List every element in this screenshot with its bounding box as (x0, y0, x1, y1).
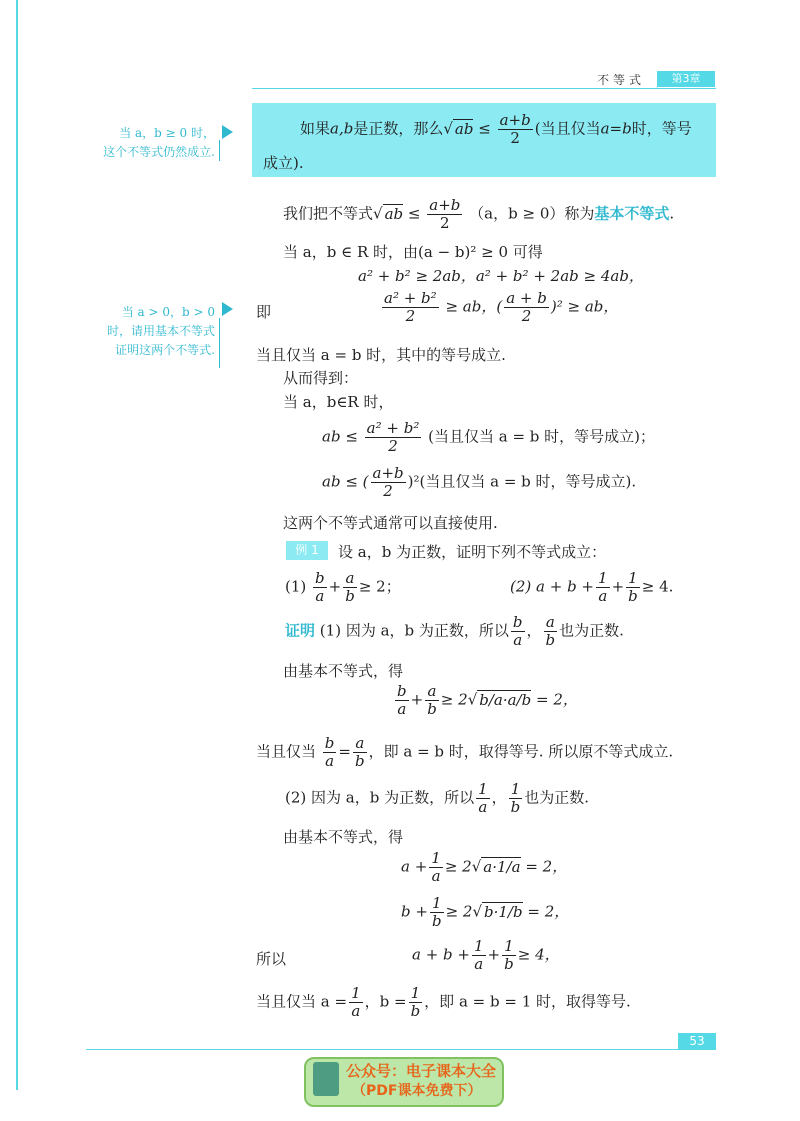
text: 如果 (300, 119, 331, 138)
example-part-2 (510, 570, 673, 605)
fraction (395, 683, 409, 718)
example-text: 设 a，b 为正数，证明下列不等式成立： (338, 543, 607, 561)
sqrt: b/a·a/b (479, 690, 532, 709)
text: ，即 a = b = 1 时，取得等号. (424, 992, 631, 1011)
text: 也为正数. (524, 788, 590, 807)
proof-formula-1: $\frac{b}{a}$ + $\frac{a}{b}$ ≥ 2√ b/a·a/b = 2， (397, 682, 578, 718)
fraction (430, 895, 444, 930)
text: (2) 因为 a，b 为正数，所以 (285, 788, 475, 807)
text: ≥ 4， (517, 945, 560, 964)
fraction (371, 465, 406, 500)
note-line: 当 a，b ≥ 0 时， (119, 126, 215, 140)
page-border-left (16, 0, 18, 1090)
sqrt: ab (384, 204, 404, 223)
fraction (544, 614, 558, 649)
proof-equality-1 (256, 735, 673, 770)
den: a (431, 867, 441, 885)
num: 1 (509, 781, 523, 799)
den: b (410, 1002, 421, 1020)
proof-formula-sum (412, 938, 560, 973)
text: ≥ 2 (444, 857, 472, 876)
num: 1 (351, 984, 361, 1002)
num: 1 (626, 570, 640, 588)
fraction (409, 985, 423, 1020)
para-equality: 当且仅当 a = b 时，其中的等号成立. (256, 346, 506, 364)
text: ≥ 2 (445, 902, 473, 921)
den: a (598, 587, 608, 605)
text: (当且仅当 a = b 时，等号成立)； (428, 427, 656, 446)
den: a (351, 1002, 361, 1020)
text: a + (401, 857, 428, 876)
note-line: 证明这两个不等式. (115, 343, 215, 357)
margin-note-1 (70, 124, 215, 162)
den: 2 (388, 437, 398, 455)
word-ji: 即 (256, 303, 272, 321)
page-number: 53 (678, 1033, 716, 1050)
text: + (611, 577, 625, 596)
text: ≥ 2； (358, 577, 401, 596)
fraction (472, 938, 486, 973)
formula-squares: a² + b² ≥ 2ab，a² + b² + 2ab ≥ 4ab， (358, 267, 644, 285)
den: 2 (383, 482, 393, 500)
text: ，即 a = b 时，取得等号. 所以原不等式成立. (368, 742, 674, 761)
text: ， (526, 621, 542, 640)
num: a² + b² (384, 289, 437, 307)
num: 1 (474, 937, 484, 955)
text: + (487, 945, 501, 964)
triangle-marker-icon (222, 125, 233, 139)
fraction (382, 290, 439, 325)
num: b (324, 734, 335, 752)
text: (1) 因为 a，b 为正数，所以 (319, 621, 509, 640)
den: 2 (440, 214, 450, 232)
text: )²(当且仅当 a = b 时，等号成立). (407, 472, 637, 491)
text: = (338, 742, 351, 761)
den: a (397, 700, 407, 718)
text: 我们把不等式 (283, 204, 374, 223)
num: b (315, 569, 325, 587)
para-thus: 从而得到： (283, 369, 359, 387)
fraction (502, 938, 516, 973)
text: + (328, 577, 342, 596)
num: 1 (478, 780, 488, 798)
den: b (354, 752, 365, 770)
proof-formula-b: b + $\frac{1}{b}$ ≥ 2√ b·1/b = 2， (401, 894, 570, 930)
fraction (353, 735, 367, 770)
text: = 2， (525, 857, 568, 876)
den: b (510, 798, 521, 816)
text: b + (401, 902, 428, 921)
den: b (545, 631, 556, 649)
watermark-line-2: （PDF课本免费下） (352, 1083, 482, 1099)
den: b (628, 587, 638, 605)
fraction (498, 112, 533, 147)
text: ≥ 4. (641, 577, 674, 596)
num: a² + b² (366, 419, 420, 437)
text: (当且仅当 (534, 119, 601, 138)
para-given: 当 a，b ∈ R 时，由(a − b)² ≥ 0 可得 (283, 243, 543, 261)
proof-formula-a: a + $\frac{1}{a}$ ≥ 2√ a·1/a = 2， (401, 849, 568, 885)
num: a+b (372, 464, 404, 482)
proof-basic-2: 由基本不等式，得 (283, 828, 404, 846)
num: a+b (429, 196, 461, 214)
den: a (474, 955, 484, 973)
num: a (425, 683, 439, 701)
example-tag: 例 1 (286, 541, 328, 560)
text: (2) a + b + (510, 577, 595, 596)
text: 是正数，那么 (353, 119, 444, 138)
note-line: 这个不等式仍然成立. (103, 145, 215, 159)
text: 当且仅当 a = (256, 992, 348, 1011)
triangle-marker-icon (222, 302, 233, 316)
note-bracket (219, 140, 220, 161)
den: b (345, 587, 355, 605)
note-line: 时，请用基本不等式 (106, 324, 215, 338)
text: ≤ (478, 119, 491, 138)
den: a (325, 752, 335, 770)
footer-rule (86, 1049, 716, 1050)
example-part-1 (285, 570, 401, 605)
word-suoyi: 所以 (256, 950, 287, 968)
header-rule (252, 88, 716, 89)
text: ab ≤ ( (322, 472, 369, 491)
den: b (504, 955, 514, 973)
formula-ab-1 (322, 420, 655, 455)
num: b (397, 682, 407, 700)
text: 当且仅当 (256, 742, 317, 761)
fraction (425, 683, 439, 718)
den: 2 (510, 129, 520, 147)
sqrt: a·1/a (483, 857, 521, 876)
fraction (349, 985, 363, 1020)
sqrt: ab (454, 119, 474, 138)
num: 1 (502, 938, 516, 956)
text: a + b + (412, 945, 470, 964)
fraction (429, 850, 443, 885)
book-icon (313, 1062, 339, 1096)
text: (1) (285, 577, 307, 596)
text: ab ≤ (322, 427, 358, 446)
sqrt: b·1/b (484, 902, 523, 921)
num: a (353, 735, 367, 753)
note-bracket (219, 318, 220, 368)
proof-2 (285, 781, 589, 816)
margin-note-2 (70, 303, 215, 360)
text: 时，等号 (631, 119, 692, 138)
text: = 2， (527, 902, 570, 921)
text: . (669, 204, 675, 223)
text: + (410, 690, 424, 709)
theorem-line-2: 成立). (263, 154, 304, 172)
proof-equality-2 (256, 985, 631, 1020)
theorem-line-1: 如果a,b是正数，那么√ ab ≤ $\frac{a+b}{2}$ (当且仅当a=b时，等号 (300, 111, 692, 147)
para-definition: 我们把不等式√ ab ≤ $\frac{a+b}{2}$ （a，b ≥ 0）称为基本不等式. (283, 196, 675, 232)
fraction (596, 570, 610, 605)
fraction (365, 420, 422, 455)
fraction (427, 197, 462, 232)
text: ≤ (407, 204, 421, 223)
text: = 2， (536, 690, 578, 709)
num: b (512, 613, 523, 631)
formula-two-ineq (380, 290, 618, 325)
para-usage: 这两个不等式通常可以直接使用. (283, 514, 498, 532)
fraction (511, 614, 525, 649)
den: a (513, 631, 523, 649)
fraction (626, 570, 640, 605)
note-line: 当 a > 0，b > 0 (121, 305, 215, 319)
proof-label: 证明 (285, 621, 316, 640)
formula-ab-2 (322, 465, 636, 500)
section-title: 不等式 (597, 73, 646, 87)
num: 1 (598, 569, 608, 587)
num: a (343, 570, 357, 588)
text: ，b = (364, 992, 407, 1011)
text: ≥ ab，( (445, 297, 503, 316)
key-term: 基本不等式 (594, 204, 670, 223)
text: ， (491, 788, 507, 807)
den: 2 (405, 307, 416, 325)
num: a (544, 614, 558, 632)
text: （a，b ≥ 0）称为 (469, 204, 595, 223)
num: a + b (506, 289, 547, 307)
fraction (323, 735, 337, 770)
num: 1 (430, 895, 444, 913)
fraction (509, 781, 523, 816)
math: a=b (600, 119, 632, 138)
num: 1 (431, 849, 441, 867)
num: a+b (499, 111, 531, 129)
fraction (313, 570, 327, 605)
math: a,b (330, 119, 354, 138)
proof-1 (285, 614, 624, 649)
den: b (427, 700, 437, 718)
text: 也为正数. (559, 621, 624, 640)
fraction (504, 290, 549, 325)
num: 1 (409, 985, 423, 1003)
den: a (315, 587, 325, 605)
para-when: 当 a，b∈R 时， (283, 393, 394, 411)
chapter-badge: 第3章 (657, 71, 715, 87)
text: )² ≥ ab， (550, 297, 619, 316)
den: 2 (521, 307, 532, 325)
text: ≥ 2 (440, 690, 468, 709)
proof-basic: 由基本不等式，得 (283, 662, 404, 680)
den: a (478, 798, 488, 816)
fraction (343, 570, 357, 605)
fraction (476, 781, 490, 816)
watermark-line-1: 公众号：电子课本大全 (346, 1062, 497, 1080)
den: b (431, 912, 442, 930)
